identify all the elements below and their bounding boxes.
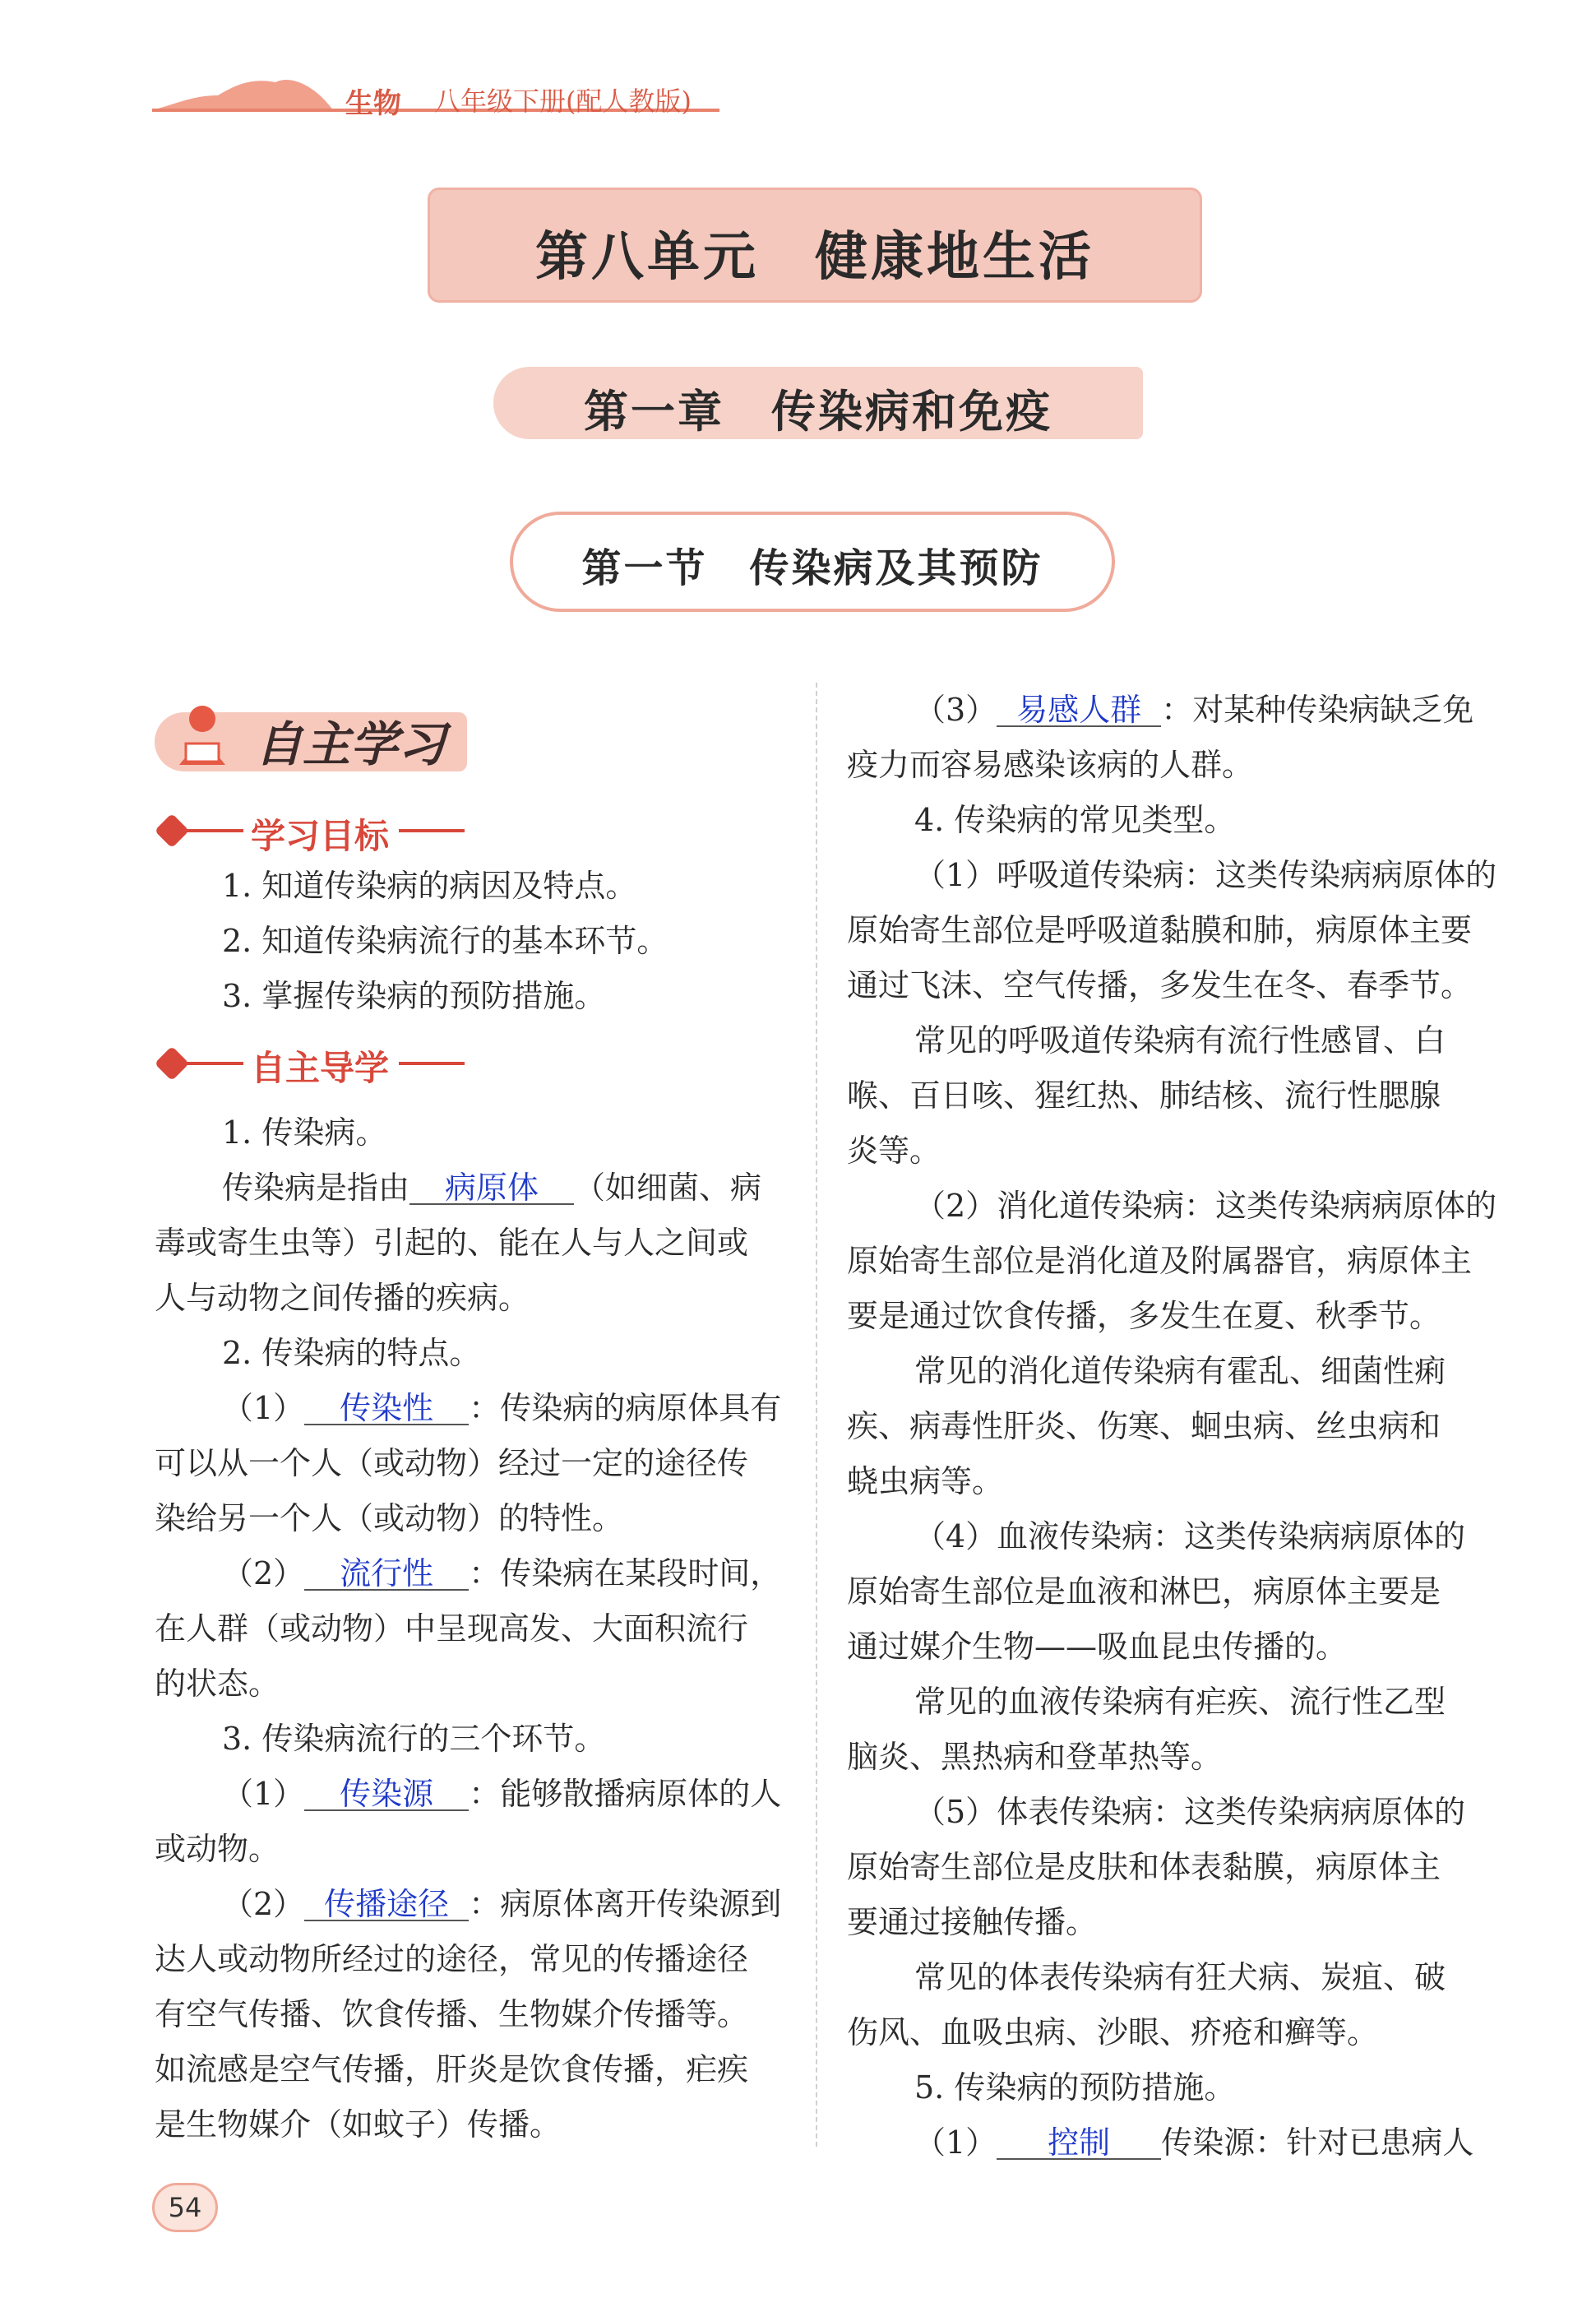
- right-line: 常见的血液传染病有疟疾、流行性乙型: [914, 1684, 1446, 1720]
- right-line: 通过媒介生物——吸血昆虫传播的。: [847, 1629, 1348, 1665]
- right-line: 脑炎、黑热病和登革热等。: [847, 1739, 1223, 1775]
- left-line: 或动物。: [155, 1831, 280, 1867]
- left-line: 3. 传染病流行的三个环节。: [222, 1721, 606, 1757]
- header-book-title: 八年级下册(配人教版): [434, 86, 692, 117]
- left-line: （1） 传染源 ：能够散播病原体的人: [222, 1776, 782, 1812]
- left-line: 毒或寄生虫等）引起的、能在人与人之间或: [155, 1225, 749, 1261]
- guided-study-bullet-icon: [155, 1046, 189, 1081]
- answer-susceptible: 易感人群: [997, 694, 1161, 727]
- left-line: 的状态。: [155, 1666, 280, 1702]
- page-number: 54: [152, 2183, 218, 2232]
- answer-source: 传染源: [304, 1778, 469, 1811]
- objectives-rule-right: [399, 829, 465, 832]
- right-line: 通过飞沫、空气传播，多发生在冬、春季节。: [847, 967, 1473, 1003]
- section-title: 第一节 传染病及其预防: [581, 545, 1043, 591]
- right-line: （1） 控制 传染源：针对已患病人: [914, 2124, 1474, 2161]
- objective-item: 2. 知道传染病流行的基本环节。: [222, 923, 668, 959]
- left-line: 可以从一个人（或动物）经过一定的途径传: [155, 1445, 749, 1481]
- reading-student-icon: [161, 701, 243, 775]
- left-line: 有空气传播、饮食传播、生物媒介传播等。: [155, 1996, 749, 2032]
- right-line: 原始寄生部位是消化道及附属器官，病原体主: [847, 1243, 1473, 1279]
- right-line: 4. 传染病的常见类型。: [914, 802, 1236, 838]
- left-line: （1） 传染性 ：传染病的病原体具有: [222, 1390, 782, 1426]
- header-subject: 生物: [345, 87, 401, 120]
- unit-title: 第八单元 健康地生活: [535, 227, 1094, 288]
- right-line: 喉、百日咳、猩红热、肺结核、流行性腮腺: [847, 1077, 1441, 1114]
- right-line: 常见的呼吸道传染病有流行性感冒、白: [914, 1022, 1446, 1059]
- left-line: 2. 传染病的特点。: [222, 1335, 481, 1371]
- objectives-heading: 学习目标: [251, 816, 390, 856]
- guided-study-rule-right: [399, 1062, 465, 1065]
- right-line: 蛲虫病等。: [847, 1463, 1004, 1499]
- left-line: 传染病是指由 病原体 （如细菌、病: [222, 1170, 762, 1206]
- objective-item: 1. 知道传染病的病因及特点。: [222, 868, 637, 904]
- left-line: 在人群（或动物）中呈现高发、大面积流行: [155, 1610, 749, 1647]
- column-divider: [816, 683, 817, 2147]
- guided-study-rule-left: [186, 1062, 243, 1065]
- left-line: 染给另一个人（或动物）的特性。: [155, 1500, 624, 1536]
- right-line: 疫力而容易感染该病的人群。: [847, 747, 1254, 783]
- left-line: （2） 流行性 ：传染病在某段时间，: [222, 1555, 782, 1591]
- objectives-rule-left: [186, 829, 243, 832]
- chapter-title: 第一章 传染病和免疫: [584, 386, 1052, 438]
- answer-route: 传播途径: [304, 1888, 469, 1921]
- right-line: 要是通过饮食传播，多发生在夏、秋季节。: [847, 1298, 1441, 1334]
- right-line: 常见的消化道传染病有霍乱、细菌性痢: [914, 1353, 1446, 1389]
- chapter-title-banner: [493, 367, 1143, 439]
- right-line: （3） 易感人群 ：对某种传染病缺乏免: [914, 692, 1474, 728]
- right-line: 原始寄生部位是血液和淋巴，病原体主要是: [847, 1573, 1441, 1610]
- right-line: （5）体表传染病：这类传染病病原体的: [914, 1794, 1466, 1830]
- right-line: 常见的体表传染病有狂犬病、炭疽、破: [914, 1959, 1446, 1995]
- right-line: （4）血液传染病：这类传染病病原体的: [914, 1518, 1466, 1554]
- left-line: 是生物媒介（如蚊子）传播。: [155, 2106, 562, 2143]
- left-line: （2） 传播途径 ：病原体离开传染源到: [222, 1886, 782, 1922]
- section-title-banner: [510, 512, 1115, 612]
- unit-title-banner: [428, 188, 1202, 303]
- left-line: 1. 传染病。: [222, 1114, 387, 1151]
- guided-study-heading: 自主导学: [251, 1048, 390, 1088]
- right-line: 疾、病毒性肝炎、伤寒、蛔虫病、丝虫病和: [847, 1408, 1441, 1444]
- left-line: 人与动物之间传播的疾病。: [155, 1280, 530, 1316]
- objective-item: 3. 掌握传染病的预防措施。: [222, 978, 606, 1014]
- right-line: 要通过接触传播。: [847, 1904, 1098, 1940]
- right-line: 炎等。: [847, 1133, 941, 1169]
- right-line: （1）呼吸道传染病：这类传染病病原体的: [914, 857, 1497, 893]
- answer-pathogen: 病原体: [409, 1172, 574, 1205]
- answer-infectivity: 传染性: [304, 1392, 469, 1425]
- right-line: 伤风、血吸虫病、沙眼、疥疮和癣等。: [847, 2014, 1379, 2050]
- answer-epidemic: 流行性: [304, 1558, 469, 1591]
- self-study-heading: 自主学习: [255, 716, 446, 772]
- header-cloud-decoration: [152, 71, 333, 112]
- right-line: 原始寄生部位是皮肤和体表黏膜，病原体主: [847, 1849, 1441, 1885]
- right-line: （2）消化道传染病：这类传染病病原体的: [914, 1188, 1497, 1224]
- left-line: 达人或动物所经过的途径，常见的传播途径: [155, 1941, 749, 1977]
- right-line: 5. 传染病的预防措施。: [914, 2069, 1236, 2106]
- answer-control: 控制: [997, 2127, 1161, 2160]
- left-line: 如流感是空气传播，肝炎是饮食传播，疟疾: [155, 2051, 749, 2087]
- right-line: 原始寄生部位是呼吸道黏膜和肺，病原体主要: [847, 912, 1473, 948]
- objectives-bullet-icon: [155, 813, 189, 848]
